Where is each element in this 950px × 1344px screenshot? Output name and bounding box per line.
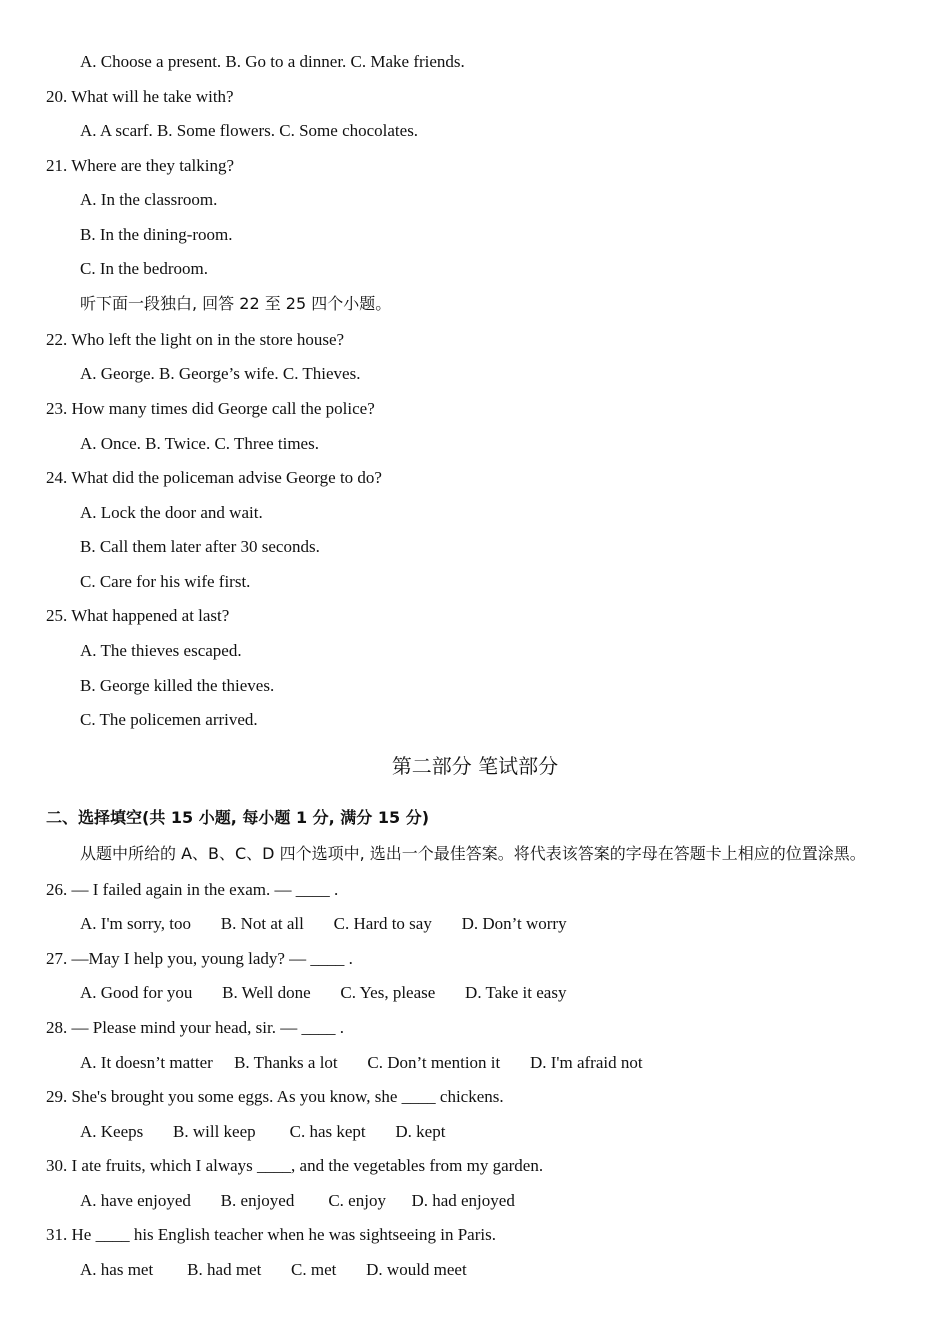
option-25-a: A. The thieves escaped. [80,641,242,660]
question-27: 27. —May I help you, young lady? — ____ . [46,949,353,968]
options-29: A. Keeps B. will keep C. has kept D. kept [80,1122,446,1141]
options-31: A. has met B. had met C. met D. would meet [80,1260,467,1279]
option-24-a: A. Lock the door and wait. [80,503,263,522]
question-28: 28. — Please mind your head, sir. — ____ . [46,1018,344,1037]
section-instruction: 从题中所给的 A、B、C、D 四个选项中, 选出一个最佳答案。将代表该答案的字母在答题卡上相应的位置涂黑。 [80,844,866,863]
question-30: 30. I ate fruits, which I always ____, and the vegetables from my garden. [46,1156,544,1175]
option-24-b: B. Call them later after 30 seconds. [80,537,320,556]
option-21-b: B. In the dining-room. [80,225,233,244]
question-31: 31. He ____ his English teacher when he was sightseeing in Paris. [46,1225,496,1244]
option-24-c: C. Care for his wife first. [80,572,251,591]
part-two-title: 第二部分 笔试部分 [391,754,559,778]
question-23: 23. How many times did George call the police? [46,399,375,418]
options-28: A. It doesn’t matter B. Thanks a lot C. Don’t mention it D. I'm afraid not [80,1053,643,1072]
question-20: 20. What will he take with? [46,87,234,106]
section-heading: 二、选择填空(共 15 小题, 每小题 1 分, 满分 15 分) [46,808,430,827]
options-27: A. Good for you B. Well done C. Yes, please D. Take it easy [80,983,567,1002]
question-24: 24. What did the policeman advise George to do? [46,468,382,487]
option-line-19: A. Choose a present. B. Go to a dinner. C. Make friends. [80,52,465,71]
option-25-b: B. George killed the thieves. [80,676,275,695]
option-21-c: C. In the bedroom. [80,259,208,278]
option-line-23: A. Once. B. Twice. C. Three times. [80,434,319,453]
options-30: A. have enjoyed B. enjoyed C. enjoy D. had enjoyed [80,1191,515,1210]
option-25-c: C. The policemen arrived. [80,710,258,729]
monologue-instruction: 听下面一段独白, 回答 22 至 25 四个小题。 [80,294,392,313]
question-21: 21. Where are they talking? [46,156,235,175]
question-26: 26. — I failed again in the exam. — ____ . [46,880,339,899]
question-29: 29. She's brought you some eggs. As you know, she ____ chickens. [46,1087,504,1106]
option-21-a: A. In the classroom. [80,190,218,209]
option-line-20: A. A scarf. B. Some flowers. C. Some chocolates. [80,121,419,140]
option-line-22: A. George. B. George’s wife. C. Thieves. [80,364,361,383]
question-22: 22. Who left the light on in the store house? [46,330,345,349]
options-26: A. I'm sorry, too B. Not at all C. Hard to say D. Don’t worry [80,914,567,933]
question-25: 25. What happened at last? [46,606,230,625]
